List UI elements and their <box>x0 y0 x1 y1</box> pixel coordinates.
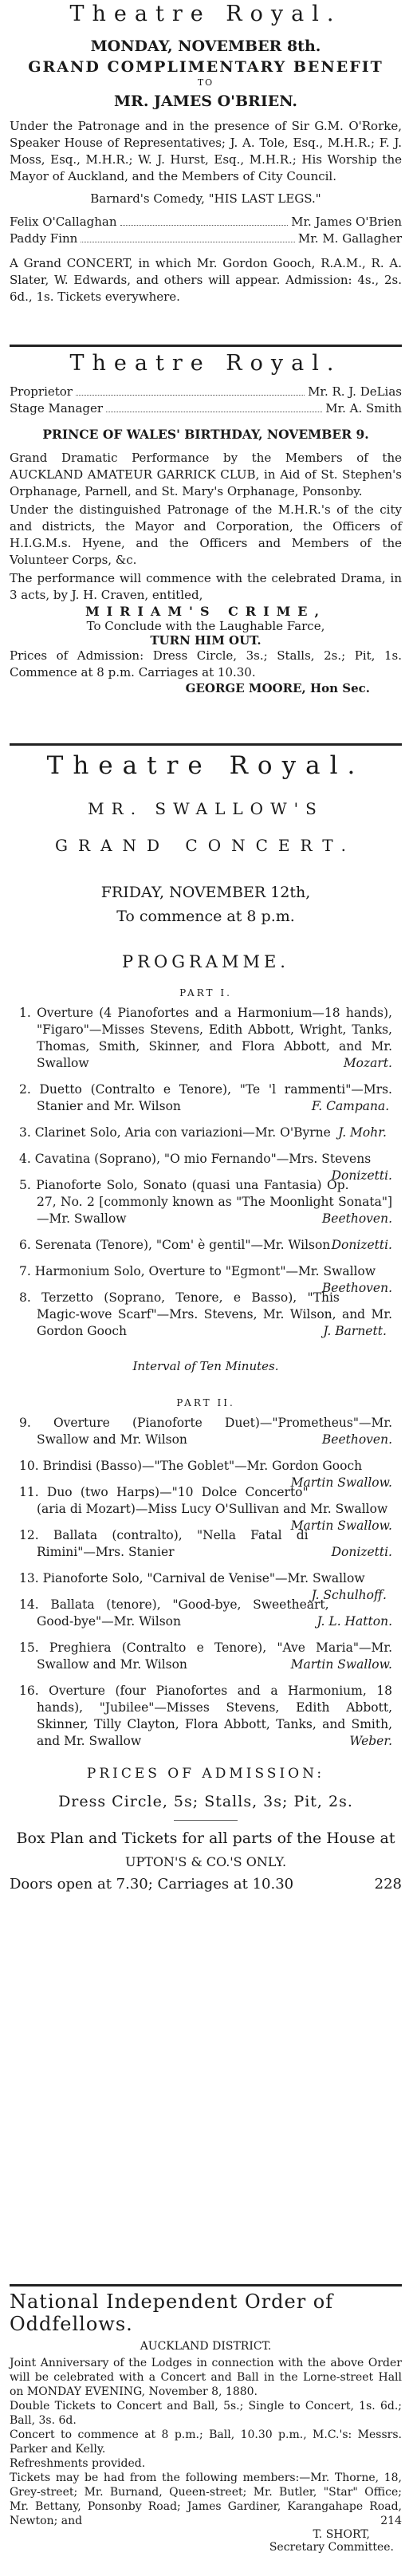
paragraph: The performance will commence with the celebrated Drama, in 3 acts, by J. H. Craven, entitled, <box>10 571 402 602</box>
interval-note: Interval of Ten Minutes. <box>132 1359 279 1373</box>
divider <box>10 743 402 746</box>
programme-item: 10. Brindisi (Basso)—"The Goblet"—Mr. Gordon Gooch Martin Swallow. <box>19 1459 392 1490</box>
farce-title: TURN HIM OUT. <box>150 633 262 648</box>
district: AUCKLAND DISTRICT. <box>140 2340 272 2353</box>
signature: GEORGE MOORE, Hon Sec. <box>185 681 370 695</box>
ad-title: Theatre Royal. <box>69 351 342 376</box>
cast-row: Felix O'Callaghan Mr. James O'Brien <box>10 215 402 229</box>
advertisement-3 <box>10 751 402 1893</box>
advertisement-2 <box>10 351 402 695</box>
concert-text: A Grand CONCERT, in which Mr. Gordon Gooch, R.A.M., R. A. Slater, W. Edwards, and others will appear. Admission: 4s., 2s. 6d., 1s. Tickets everywhere. <box>10 256 402 304</box>
paragraph: Joint Anniversary of the Lodges in connection with the above Order will be celebrated with a Concert and Ball in the Lorne-street Hall on MONDAY EVENING, November 8, 1880. <box>10 2357 402 2398</box>
to-line: TO <box>197 77 214 88</box>
staff-list <box>10 384 402 417</box>
programme-item: 9. Overture (Pianoforte Duet)—"Prometheus"—Mr. Swallow and Mr. Wilson Beethoven. <box>19 1416 392 1447</box>
programme-item: 16. Overture (four Pianofortes and a Harmonium, 18 hands), "Jubilee"—Misses Stevens, Edith Abbott, Skinner, Tilly Clayton, Flora Abbott, Tanks, and Smith, and Mr. Swallow Weber. <box>19 1684 392 1748</box>
doors-line: Doors open at 7.30; Carriages at 10.30 228 <box>10 1876 402 1893</box>
paragraph: Under the distinguished Patronage of the M.H.R.'s of the city and districts, the Mayor and Corporation, the Officers of H.I.G.M.s. Hyene, and the Officers and Members of the Volunteer Corps, &c. <box>10 502 402 567</box>
programme-part-2 <box>10 1415 402 1750</box>
paragraph: Concert to commence at 8 p.m.; Ball, 10.30 p.m., M.C.'s: Messrs. Parker and Kelly. <box>10 2428 402 2456</box>
cast-list <box>10 214 402 247</box>
comedy-line: Barnard's Comedy, "HIS LAST LEGS." <box>90 191 321 206</box>
beneficiary-name: MR. JAMES O'BRIEN. <box>114 93 297 110</box>
prices-heading: PRICES OF ADMISSION: <box>86 1766 325 1782</box>
paragraph: Double Tickets to Concert and Ball, 5s.; Single to Concert, 1s. 6d.; Ball, 3s. 6d. <box>10 2400 402 2427</box>
advertisement-4 <box>10 2290 402 2554</box>
advertisement-1 <box>10 0 402 305</box>
prices-text: Prices of Admission: Dress Circle, 3s.; Stalls, 2s.; Pit, 1s. Commence at 8 p.m. Carriages at 10.30. <box>10 648 402 679</box>
programme-item: 12. Ballata (contralto), "Nella Fatal di Rimini"—Mrs. Stanier Donizetti. <box>19 1528 392 1559</box>
date-line: MONDAY, NOVEMBER 8th. <box>90 37 321 55</box>
ad-title: Theatre Royal. <box>46 751 365 780</box>
agent-line: UPTON'S & CO.'S ONLY. <box>124 1854 287 1869</box>
programme-item: 5. Pianoforte Solo, Sonato (quasi una Fantasia) Op. 27, No. 2 [commonly known as "The Moonlight Sonata"]—Mr. Swallow Beethoven. <box>19 1178 392 1226</box>
prices-line: Dress Circle, 5s; Stalls, 3s; Pit, 2s. <box>58 1793 353 1810</box>
programme-item: 8. Terzetto (Soprano, Tenore, e Basso), "This Magic-wove Scarf"—Mrs. Stevens, Mr. Wilson, and Mr. Gordon Gooch J. Barnett. <box>19 1290 392 1338</box>
paragraph: Grand Dramatic Performance by the Members of the AUCKLAND AMATEUR GARRICK CLUB, in Aid of St. Stephen's Orphanage, Parnell, and St. Mary's Orphanage, Ponsonby. <box>10 451 402 498</box>
subtitle: GRAND CONCERT. <box>55 836 356 855</box>
divider <box>10 345 402 347</box>
programme-item: 13. Pianoforte Solo, "Carnival de Venise"—Mr. Swallow J. Schulhoff. <box>19 1571 387 1602</box>
signature: T. SHORT, <box>313 2528 370 2541</box>
programme-item: 15. Preghiera (Contralto e Tenore), "Ave Maria"—Mr. Swallow and Mr. Wilson Martin Swallow. <box>19 1641 392 1672</box>
subtitle: MR. SWALLOW'S <box>88 799 324 818</box>
headline: PRINCE OF WALES' BIRTHDAY, NOVEMBER 9. <box>42 427 369 442</box>
drama-title: MIRIAM'S CRIME, <box>85 604 327 619</box>
concert-date: FRIDAY, NOVEMBER 12th, <box>100 884 311 901</box>
paragraph: Tickets may be had from the following members:—Mr. Thorne, 18, Grey-street; Mr. Burnand, Queen-street; Mr. Butler, "Star" Office; Mr. Bettany, Ponsonby Road; James Gardiner, Karangahape Road, Newton; and 214 <box>10 2472 402 2527</box>
programme-item: 4. Cavatina (Soprano), "O mio Fernando"—Mrs. Stevens Donizetti. <box>19 1152 392 1183</box>
ad-title: National Independent Order of Oddfellows. <box>10 2290 334 2335</box>
commence-time: To commence at 8 p.m. <box>116 908 295 925</box>
paragraph: Refreshments provided. <box>10 2457 146 2470</box>
headline: GRAND COMPLIMENTARY BENEFIT <box>28 58 383 76</box>
programme-item: 2. Duetto (Contralto e Tenore), "Te 'l rammenti"—Mrs. Stanier and Mr. Wilson F. Campana. <box>19 1082 392 1113</box>
programme-heading: PROGRAMME. <box>122 952 289 971</box>
programme-item: 1. Overture (4 Pianofortes and a Harmonium—18 hands), "Figaro"—Misses Stevens, Edith Abbott, Wright, Tanks, Thomas, Smith, Skinner, and Flora Abbott, and Mr. Swallow Mozart. <box>19 1006 392 1070</box>
staff-row: Proprietor Mr. R. J. DeLias <box>10 384 402 399</box>
programme-item: 14. Ballata (tenore), "Good-bye, Sweetheart, Good-bye"—Mr. Wilson J. L. Hatton. <box>19 1597 392 1629</box>
staff-row: Stage Manager Mr. A. Smith <box>10 401 402 416</box>
programme-item: 6. Serenata (Tenore), "Com' è gentil"—Mr. Wilson Donizetti. <box>19 1238 392 1252</box>
ad-title: Theatre Royal. <box>69 2 342 26</box>
cast-row: Paddy Finn Mr. M. Gallagher <box>10 231 402 246</box>
part-heading: PART II. <box>176 1397 235 1408</box>
paragraph: To Conclude with the Laughable Farce, <box>86 619 325 633</box>
programme-item: 11. Duo (two Harps)—"10 Dolce Concerto" (aria di Mozart)—Miss Lucy O'Sullivan and Mr. Swallow Martin Swallow. <box>19 1485 392 1533</box>
programme-item: 3. Clarinet Solo, Aria con variazioni—Mr. O'Byrne J. Mohr. <box>19 1125 387 1140</box>
part-heading: PART I. <box>179 987 232 998</box>
divider <box>10 2284 402 2286</box>
programme-part-1 <box>10 1005 402 1340</box>
programme-item: 7. Harmonium Solo, Overture to "Egmont"—Mr. Swallow Beethoven. <box>19 1264 392 1295</box>
patronage-text: Under the Patronage and in the presence of Sir G.M. O'Rorke, Speaker House of Representatives; J. A. Tole, Esq., M.H.R.; F. J. Moss, Esq., M.H.R.; W. J. Hurst, Esq., M.H.R.; His Worship the Mayor of Auckland, and the Members of City Council. <box>10 119 402 183</box>
box-plan-text: Box Plan and Tickets for all parts of the House at <box>16 1830 395 1847</box>
signature: Secretary Committee. <box>269 2541 394 2554</box>
